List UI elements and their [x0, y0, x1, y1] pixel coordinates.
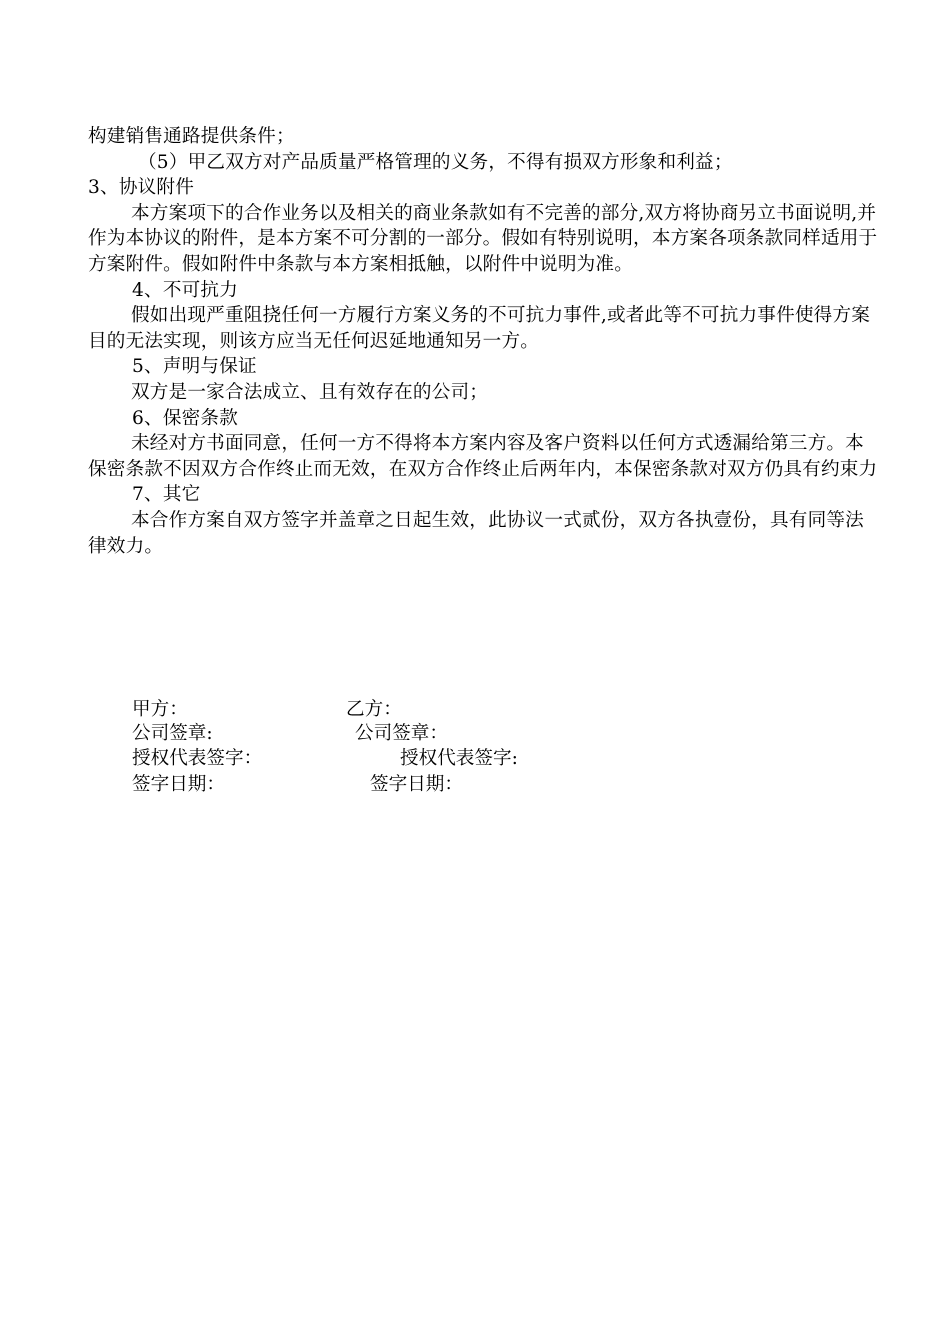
signature-row-date — [0, 772, 950, 798]
signature-row-seal — [0, 721, 950, 747]
paragraph-continued: 构建销售通路提供条件； — [88, 126, 295, 147]
paragraph-section-3: 本方案项下的合作业务以及相关的商业条款如有不完善的部分,双方将协商另立书面说明,并作为本协议的附件，是本方案不可分割的一部分。假如有特别说明，本方案各项条款同样适用于方案附件。假如附件中条款与本方案相抵触，以附件中说明为准。 — [88, 202, 878, 275]
paragraph-section-5: 双方是一家合法成立、且有效存在的公司； — [131, 381, 489, 403]
paragraph-item-5: （5）甲乙双方对产品质量严格管理的义务，不得有损双方形象和利益； — [138, 151, 733, 173]
section-heading-3: 3、协议附件 — [88, 177, 194, 199]
date-a-label: 签字日期： — [132, 774, 225, 795]
section-heading-4: 4、不可抗力 — [132, 279, 238, 301]
seal-a-label: 公司签章: — [132, 723, 213, 744]
party-a-label: 甲方： — [132, 699, 188, 720]
paragraph-section-4: 假如出现严重阻挠任何一方履行方案义务的不可抗力事件,或者此等不可抗力事件使得方案目的无法实现，则该方应当无任何迟延地通知另一方。 — [88, 305, 871, 352]
date-b-label: 签字日期： — [370, 774, 463, 795]
signature-row-representative — [0, 746, 950, 772]
document-body — [88, 124, 880, 559]
signature-row-party — [0, 697, 950, 723]
section-heading-7: 7、其它 — [132, 484, 201, 506]
rep-a-label: 授权代表签字： — [132, 748, 263, 769]
section-heading-5: 5、声明与保证 — [132, 356, 257, 378]
paragraph-section-7: 本合作方案自双方签字并盖章之日起生效，此协议一式贰份，双方各执壹份，具有同等法律效力。 — [88, 509, 864, 557]
section-heading-6: 6、保密条款 — [132, 407, 238, 429]
paragraph-section-6: 未经对方书面同意，任何一方不得将本方案内容及客户资料以任何方式透漏给第三方。本保密条款不因双方合作终止而无效，在双方合作终止后两年内，本保密条款对双方仍具有约束力 — [88, 433, 878, 480]
seal-b-label: 公司签章： — [355, 723, 448, 744]
rep-b-label: 授权代表签字: — [400, 748, 518, 769]
party-b-label: 乙方： — [346, 699, 402, 720]
